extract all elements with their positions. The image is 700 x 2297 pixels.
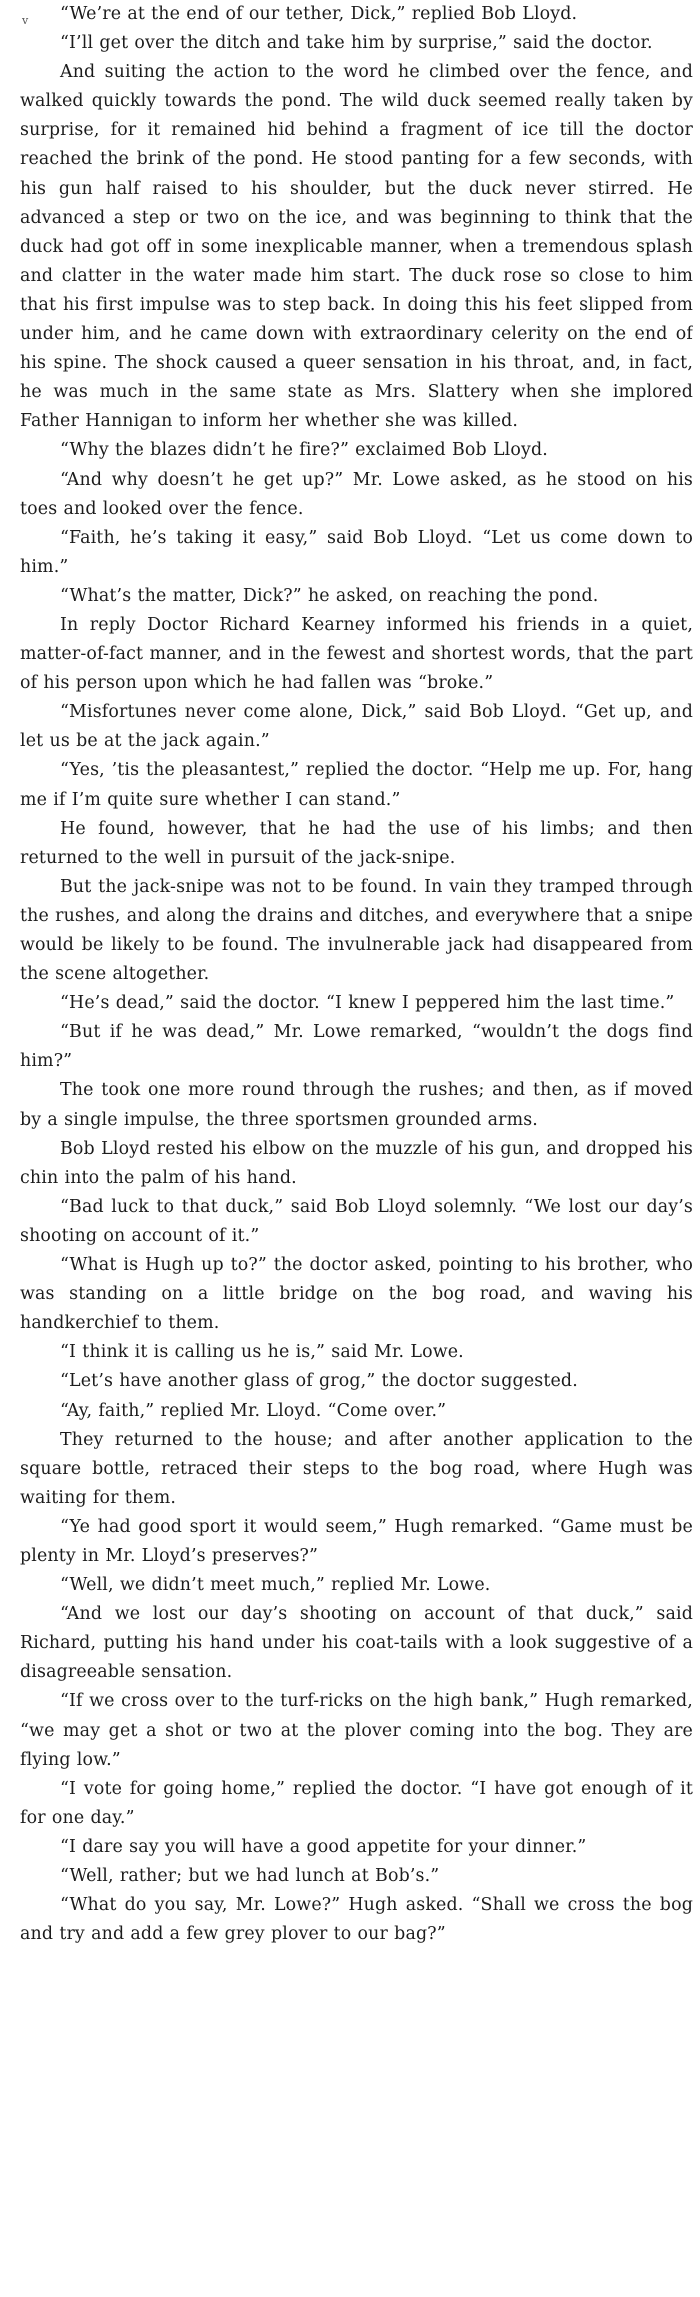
paragraph-p7: “What’s the matter, Dick?” he asked, on reaching the pond. (60, 585, 599, 606)
paragraph-p1: “We’re at the end of our tether, Dick,” replied Bob Lloyd. (60, 4, 578, 24)
paragraph-p12: But the jack-snipe was not to be found. In vain they tramped through the rushes, and along the drains and ditches, and everywhere that a snipe would be likely to be found. The invulnerable jack had disappeared from the scene altogether. (20, 876, 693, 985)
paragraph-p5: “And why doesn’t he get up?” Mr. Lowe asked, as he stood on his toes and looked over the fence. (20, 469, 693, 519)
paragraph-p18: “What is Hugh up to?” the doctor asked, pointing to his brother, who was standing on a little bridge on the bog road, and waving his handkerchief to them. (20, 1255, 693, 1334)
paragraph-p23: “Ye had good sport it would seem,” Hugh remarked. “Game must be plenty in Mr. Lloyd’s preserves?” (20, 1516, 693, 1566)
paragraph-p20: “Let’s have another glass of grog,” the doctor suggested. (60, 1371, 578, 1392)
paragraph-p11: He found, however, that he had the use of his limbs; and then returned to the well in pursuit of the jack-snipe. (20, 818, 693, 868)
paragraph-p13: “He’s dead,” said the doctor. “I knew I peppered him the last time.” (60, 993, 675, 1014)
paragraph-p14: “But if he was dead,” Mr. Lowe remarked, “wouldn’t the dogs find him?” (20, 1022, 693, 1072)
paragraph-p21: “Ay, faith,” replied Mr. Lloyd. “Come over.” (60, 1400, 447, 1421)
paragraph-p8: In reply Doctor Richard Kearney informed his friends in a quiet, matter-of-fact manner, and in the fewest and shortest words, that the part of his person upon which he had fallen was “broke.” (20, 614, 693, 694)
paragraph-p17: “Bad luck to that duck,” said Bob Lloyd solemnly. “We lost our day’s shooting on account of it.” (20, 1196, 693, 1246)
paragraph-p25: “And we lost our day’s shooting on account of that duck,” said Richard, putting his hand under his coat-tails with a look suggestive of a disagreeable sensation. (20, 1604, 693, 1683)
paragraph-p29: “Well, rather; but we had lunch at Bob’s.” (60, 1866, 440, 1886)
paragraph-p16: Bob Lloyd rested his elbow on the muzzle of his gun, and dropped his chin into the palm of his hand. (20, 1138, 693, 1188)
paragraph-p10: “Yes, ’tis the pleasantest,” replied the doctor. “Help me up. For, hang me if I’m quite sure whether I can stand.” (20, 760, 693, 810)
document-page (20, 0, 693, 2297)
paragraph-p24: “Well, we didn’t meet much,” replied Mr. Lowe. (60, 1575, 491, 1596)
text-column (20, 0, 693, 1949)
paragraph-p28: “I dare say you will have a good appetite for your dinner.” (60, 1836, 587, 1857)
paragraph-p15: The took one more round through the rushes; and then, as if moved by a single impulse, the three sportsmen grounded arms. (20, 1080, 693, 1130)
paragraph-p3: And suiting the action to the word he climbed over the fence, and walked quickly towards the pond. The wild duck seemed really taken by surprise, for it remained hid behind a fragment of ice till the doctor reached the brink of the pond. He stood panting for a few seconds, with his gun half raised to his shoulder, but the duck never stirred. He advanced a step or two on the ice, and was beginning to think that the duck had got off in some inexplicable manner, when a tremendous splash and clatter in the water made him start. The duck rose so close to him that his first impulse was to step back. In doing this his feet slipped from under him, and he came down with extraordinary celerity on the end of his spine. The shock caused a queer sensation in his throat, and, in fact, he was much in the same state as Mrs. Slattery when she implored Father Hannigan to inform her whether she was killed. (20, 62, 693, 432)
paragraph-p30: “What do you say, Mr. Lowe?” Hugh asked. “Shall we cross the bog and try and add a few grey plover to our bag?” (20, 1895, 693, 1945)
paragraph-p2: “I’ll get over the ditch and take him by surprise,” said the doctor. (60, 33, 653, 54)
paragraph-p26: “If we cross over to the turf-ricks on the high bank,” Hugh remarked, “we may get a shot or two at the plover coming into the bog. They are flying low.” (20, 1691, 693, 1770)
paragraph-p4: “Why the blazes didn’t he fire?” exclaimed Bob Lloyd. (60, 440, 548, 461)
paragraph-p27: “I vote for going home,” replied the doctor. “I have got enough of it for one day.” (20, 1778, 693, 1828)
paragraph-p19: “I think it is calling us he is,” said Mr. Lowe. (60, 1342, 464, 1363)
margin-mark: v (22, 14, 29, 27)
paragraph-p6: “Faith, he’s taking it easy,” said Bob Lloyd. “Let us come down to him.” (20, 527, 693, 577)
paragraph-p22: They returned to the house; and after another application to the square bottle, retraced their steps to the bog road, where Hugh was waiting for them. (20, 1429, 693, 1508)
paragraph-p9: “Misfortunes never come alone, Dick,” said Bob Lloyd. “Get up, and let us be at the jack again.” (20, 702, 693, 752)
